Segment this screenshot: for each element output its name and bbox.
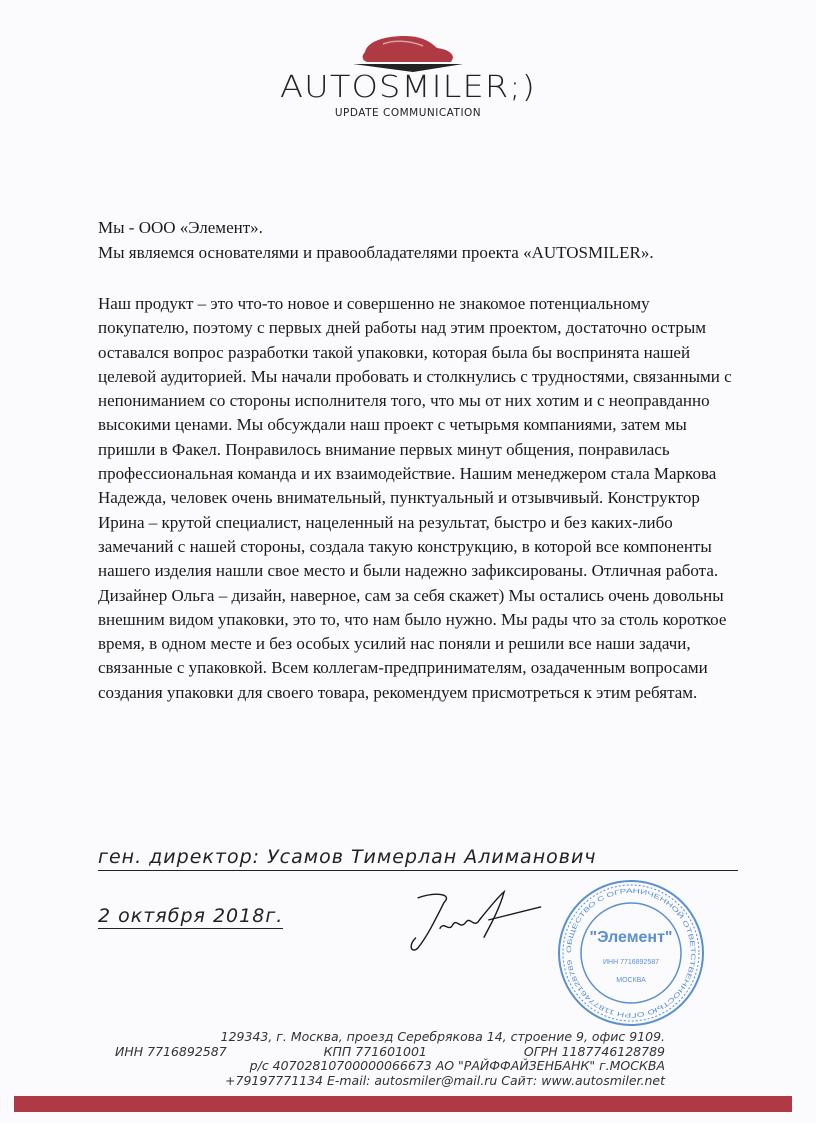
intro-line-2: Мы являемся основателями и правообладателями проекта «AUTOSMILER». [98,243,654,262]
car-logo-icon [353,30,463,72]
date-line: 2 октября 2018г. [98,905,284,927]
letter-body [98,292,738,705]
brand-name: AUTOSMILER;) [280,70,536,105]
director-line: ген. директор: Усамов Тимерлан Алиманович [98,846,738,871]
stamp-inn: ИНН 7716892587 [602,959,660,966]
footer-inn: ИНН 7716892587 [115,1043,227,1059]
footer-accent-bar [14,1096,792,1112]
letterhead-logo [0,30,816,119]
footer-codes [115,1045,665,1060]
company-stamp [556,878,706,1028]
body-paragraph: Наш продукт – это что-то новое и совершенно не знакомое потенциальному покупателю, поэтому с первых дней работы над этим проектом, достаточно острым оставался вопрос разработки такой упаковки, которая была бы воспринята нашей целевой аудиторией. Мы начали пробовать и столкнулись с трудностями, связанными с непониманием со стороны исполнителя того, что мы от них хотим и с неоправданно высокими ценами. Мы обсуждали наш проект с четырьмя компаниями, затем мы пришли в Факел. Понравилось внимание первых минут общения, понравилась профессиональная команда и их взаимодействие. Нашим менеджером стала Маркова Надежда, человек очень внимательный, пунктуальный и отзывчивый. Конструктор Ирина – крутой специалист, нацеленный на результат, быстро и без каких-либо замечаний с нашей стороны, создала такую конструкцию, в которой все компоненты нашего изделия нашли свое место и были надежно зафиксированы. Отличная работа. Дизайнер Ольга – дизайн, наверное, сам за себя скажет) Мы остались очень довольны внешним видом упаковки, это то, что нам было нужно. Мы рады что за столь короткое время, в одном месте и без особых усилий нас поняли и решили все наши задачи, связанные с упаковкой. Всем коллегам-предпринимателям, озадаченным вопросами создания упаковки для своего товара, рекомендуем присмотреться к этим ребятам. [98,294,732,702]
footer-kpp: КПП 771601001 [323,1043,427,1059]
handwritten-signature-icon [400,880,550,960]
footer-account: р/с 40702810700000066673 АО "РАЙФФАЙЗЕНБАНК" г.МОСКВА [249,1058,665,1074]
svg-text:ОБЩЕСТВО С ОГРАНИЧЕННОЙ ОТВЕТС [566,888,696,1018]
footer-ogrn: ОГРН 1187746128789 [523,1043,665,1059]
footer-address: 129343, г. Москва, проезд Серебрякова 14, строение 9, офис 9109. [220,1029,665,1044]
intro-line-1: Мы - ООО «Элемент». [98,218,263,237]
intro [98,215,654,265]
stamp-seal-icon [556,878,706,1028]
footer-contacts: +79197771134 E-mail: autosmiler@mail.ru Сайт: www.autosmiler.net [225,1073,665,1089]
footer-requisites [115,1030,665,1089]
stamp-name: "Элемент" [589,929,673,946]
stamp-city: МОСКВА [616,977,646,984]
brand-tagline: UPDATE COMMUNICATION [334,107,482,119]
stamp-ring-text: ОБЩЕСТВО С ОГРАНИЧЕННОЙ ОТВЕТСТВЕННОСТЬЮ ОГРН 1187746128789 [565,887,697,1019]
